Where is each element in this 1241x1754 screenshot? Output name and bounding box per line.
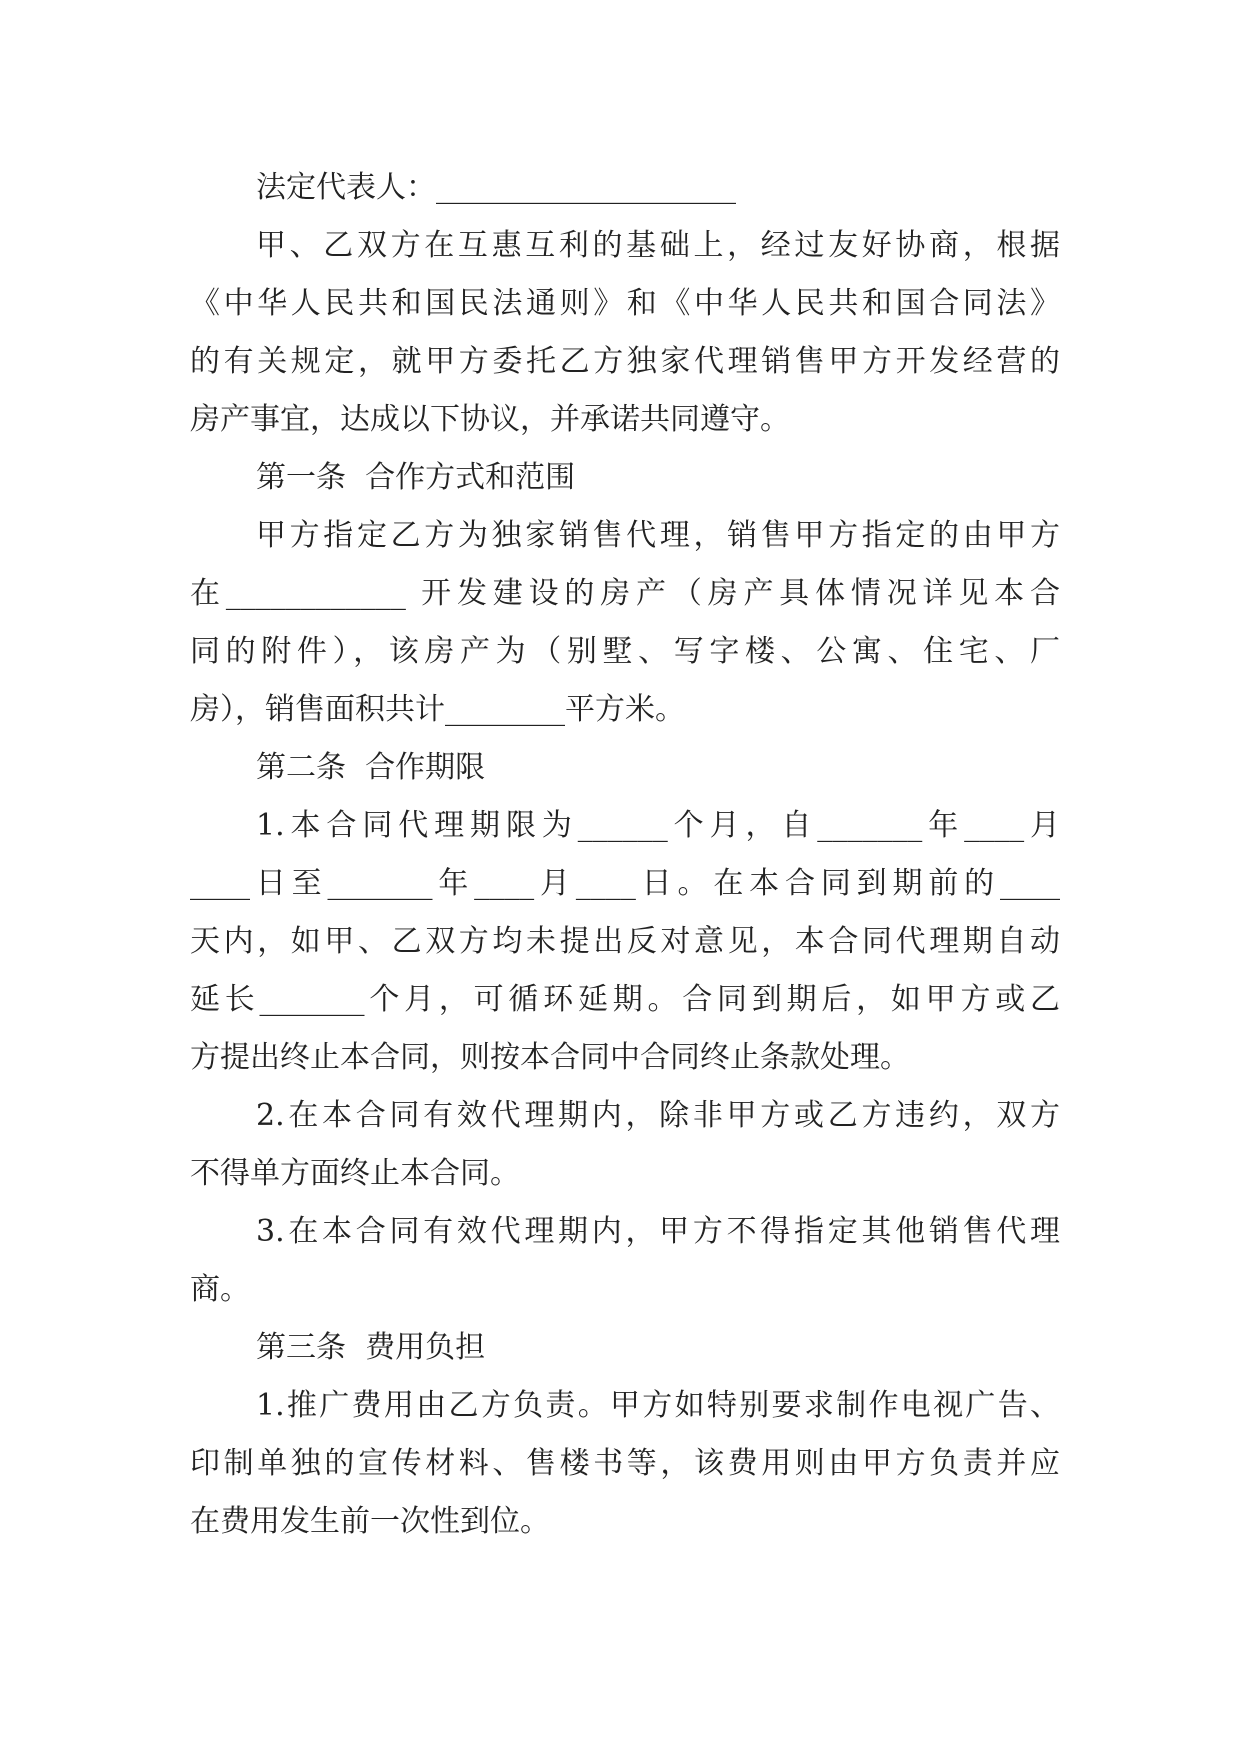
paragraph-line: 方提出终止本合同，则按本合同中合同终止条款处理。 xyxy=(190,1040,910,1075)
paragraph-line: 的有关规定，就甲方委托乙方独家代理销售甲方开发经营的 xyxy=(190,344,1060,379)
paragraph-line: 甲、乙双方在互惠互利的基础上，经过友好协商，根据 xyxy=(256,228,1060,263)
paragraph-line: 在____________ 开发建设的房产（房产具体情况详见本合 xyxy=(190,576,1060,611)
paragraph-line: 天内，如甲、乙双方均未提出反对意见，本合同代理期自动 xyxy=(190,924,1060,959)
paragraph-line: 3.在本合同有效代理期内，甲方不得指定其他销售代理 xyxy=(256,1214,1060,1249)
section-heading-3: 第三条 费用负担 xyxy=(256,1330,486,1365)
paragraph-line: 2.在本合同有效代理期内，除非甲方或乙方违约，双方 xyxy=(256,1098,1060,1133)
paragraph-line: 《中华人民共和国民法通则》和《中华人民共和国合同法》 xyxy=(190,286,1060,321)
legal-representative-line: 法定代表人：____________________ xyxy=(256,170,736,205)
paragraph-line: ____日至_______年____月____日。在本合同到期前的____ xyxy=(190,866,1060,901)
paragraph-line: 房），销售面积共计________平方米。 xyxy=(190,692,685,727)
paragraph-line: 甲方指定乙方为独家销售代理，销售甲方指定的由甲方 xyxy=(256,518,1060,553)
paragraph-line: 不得单方面终止本合同。 xyxy=(190,1156,520,1191)
paragraph-line: 商。 xyxy=(190,1272,250,1307)
paragraph-line: 印制单独的宣传材料、售楼书等，该费用则由甲方负责并应 xyxy=(190,1446,1060,1481)
section-heading-2: 第二条 合作期限 xyxy=(256,750,486,785)
section-heading-1: 第一条 合作方式和范围 xyxy=(256,460,576,495)
paragraph-line: 1.本合同代理期限为______个月，自_______年____月 xyxy=(256,808,1060,843)
paragraph-line: 房产事宜，达成以下协议，并承诺共同遵守。 xyxy=(190,402,790,437)
paragraph-line: 在费用发生前一次性到位。 xyxy=(190,1504,550,1539)
paragraph-line: 1.推广费用由乙方负责。甲方如特别要求制作电视广告、 xyxy=(256,1388,1060,1423)
paragraph-line: 延长_______个月，可循环延期。合同到期后，如甲方或乙 xyxy=(190,982,1060,1017)
paragraph-line: 同的附件），该房产为（别墅、写字楼、公寓、住宅、厂 xyxy=(190,634,1060,669)
